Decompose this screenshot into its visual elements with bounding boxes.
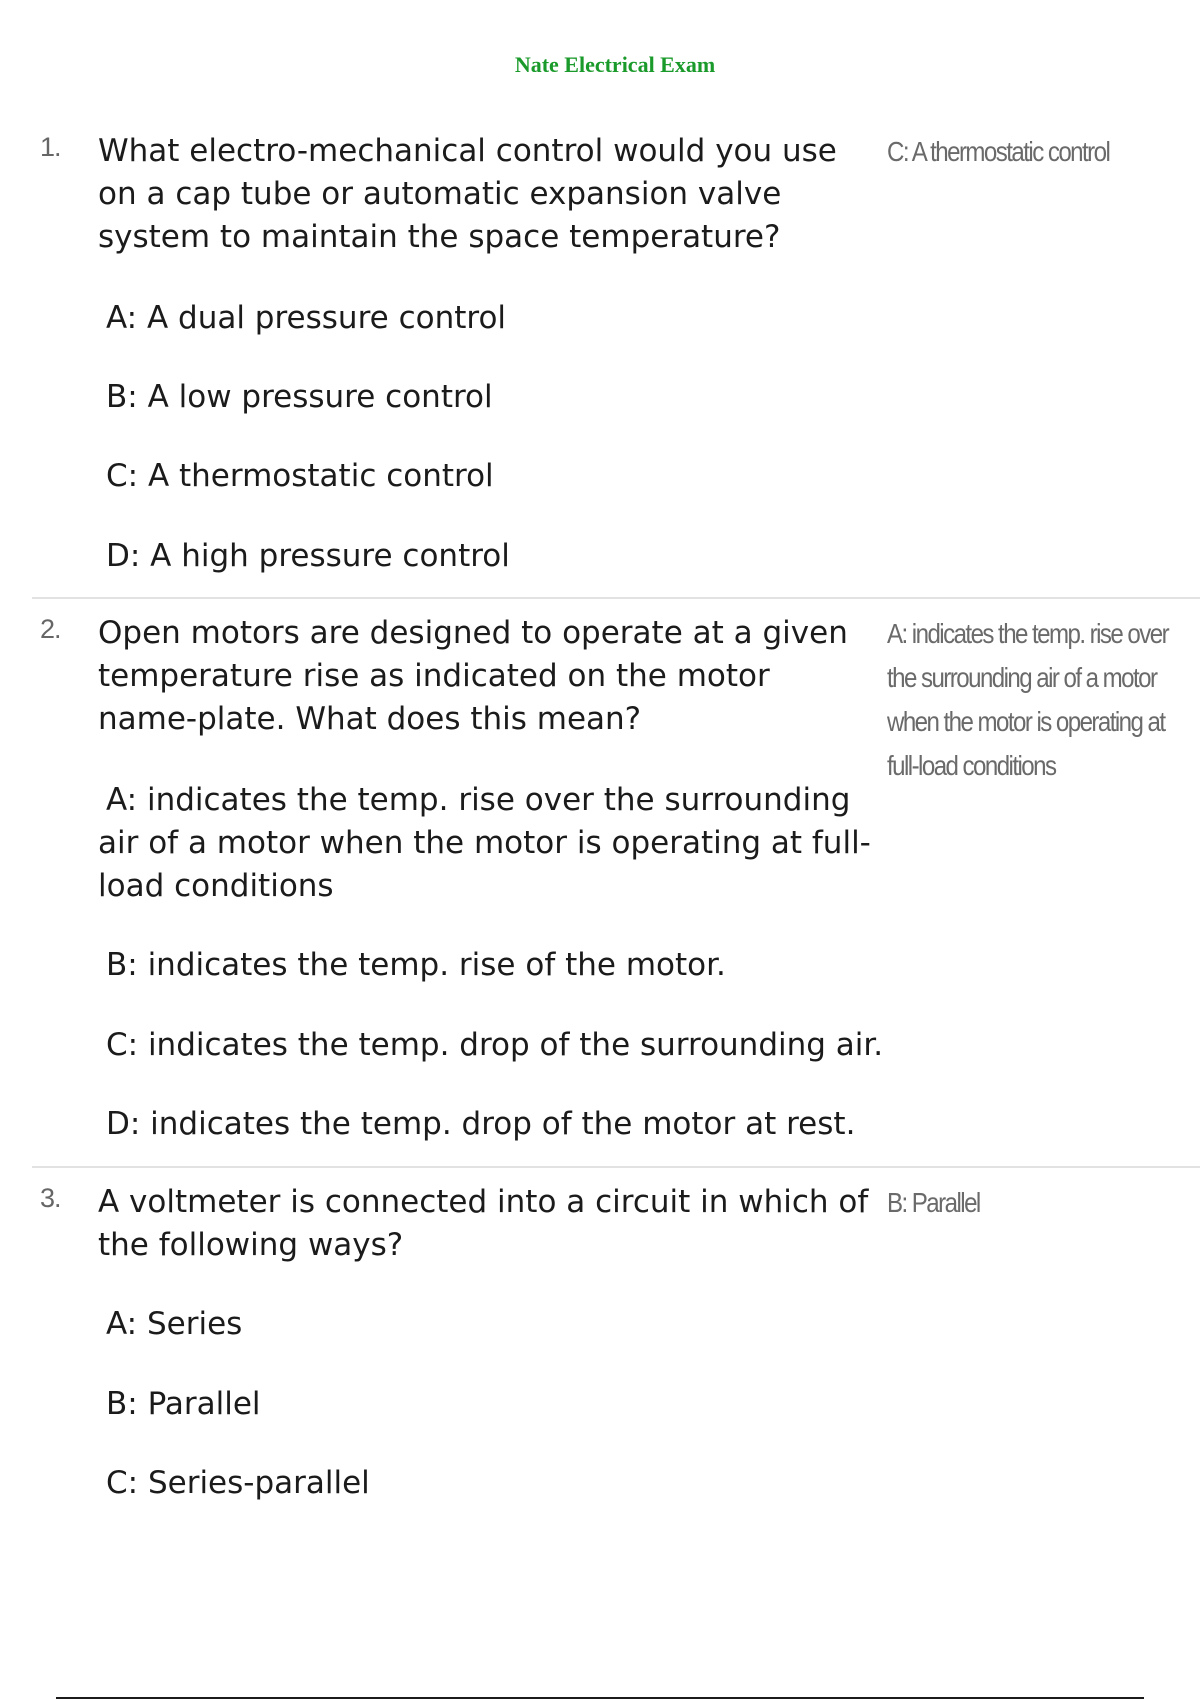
exam-title: Nate Electrical Exam (514, 52, 716, 77)
question-number: 1. (40, 132, 61, 162)
option-b: B: indicates the temp. rise of the motor. (106, 947, 726, 983)
answer-key: A: indicates the temp. rise over the surrounding air of a motor when the motor is operating at full-load conditions (887, 618, 1169, 781)
option-d: D: A high pressure control (106, 538, 510, 574)
question-divider (32, 597, 1200, 599)
footer-rule (56, 1697, 1144, 1699)
question-number: 3. (40, 1183, 61, 1213)
question-text: What electro-mechanical control would you use on a cap tube or automatic expansion valve system to maintain the space temperature? (98, 133, 837, 255)
answer-key: C: A thermostatic control (887, 136, 1110, 167)
option-c: C: indicates the temp. drop of the surrounding air. (106, 1027, 884, 1063)
option-a: A: A dual pressure control (106, 300, 507, 336)
option-c: C: Series-parallel (106, 1465, 370, 1501)
question-divider (32, 1166, 1200, 1168)
question-text: Open motors are designed to operate at a given temperature rise as indicated on the motor name-plate. What does this mean? (98, 615, 848, 737)
option-c: C: A thermostatic control (106, 458, 494, 494)
answer-key: B: Parallel (887, 1187, 980, 1218)
option-b: B: Parallel (106, 1386, 261, 1422)
option-a: A: Series (106, 1306, 243, 1342)
question-text: A voltmeter is connected into a circuit in which of the following ways? (98, 1184, 869, 1263)
option-b: B: A low pressure control (106, 379, 493, 415)
option-d: D: indicates the temp. drop of the motor at rest. (106, 1106, 856, 1142)
option-a: A: indicates the temp. rise over the surrounding air of a motor when the motor is operating at full-load conditions (98, 782, 871, 904)
question-number: 2. (40, 614, 61, 644)
